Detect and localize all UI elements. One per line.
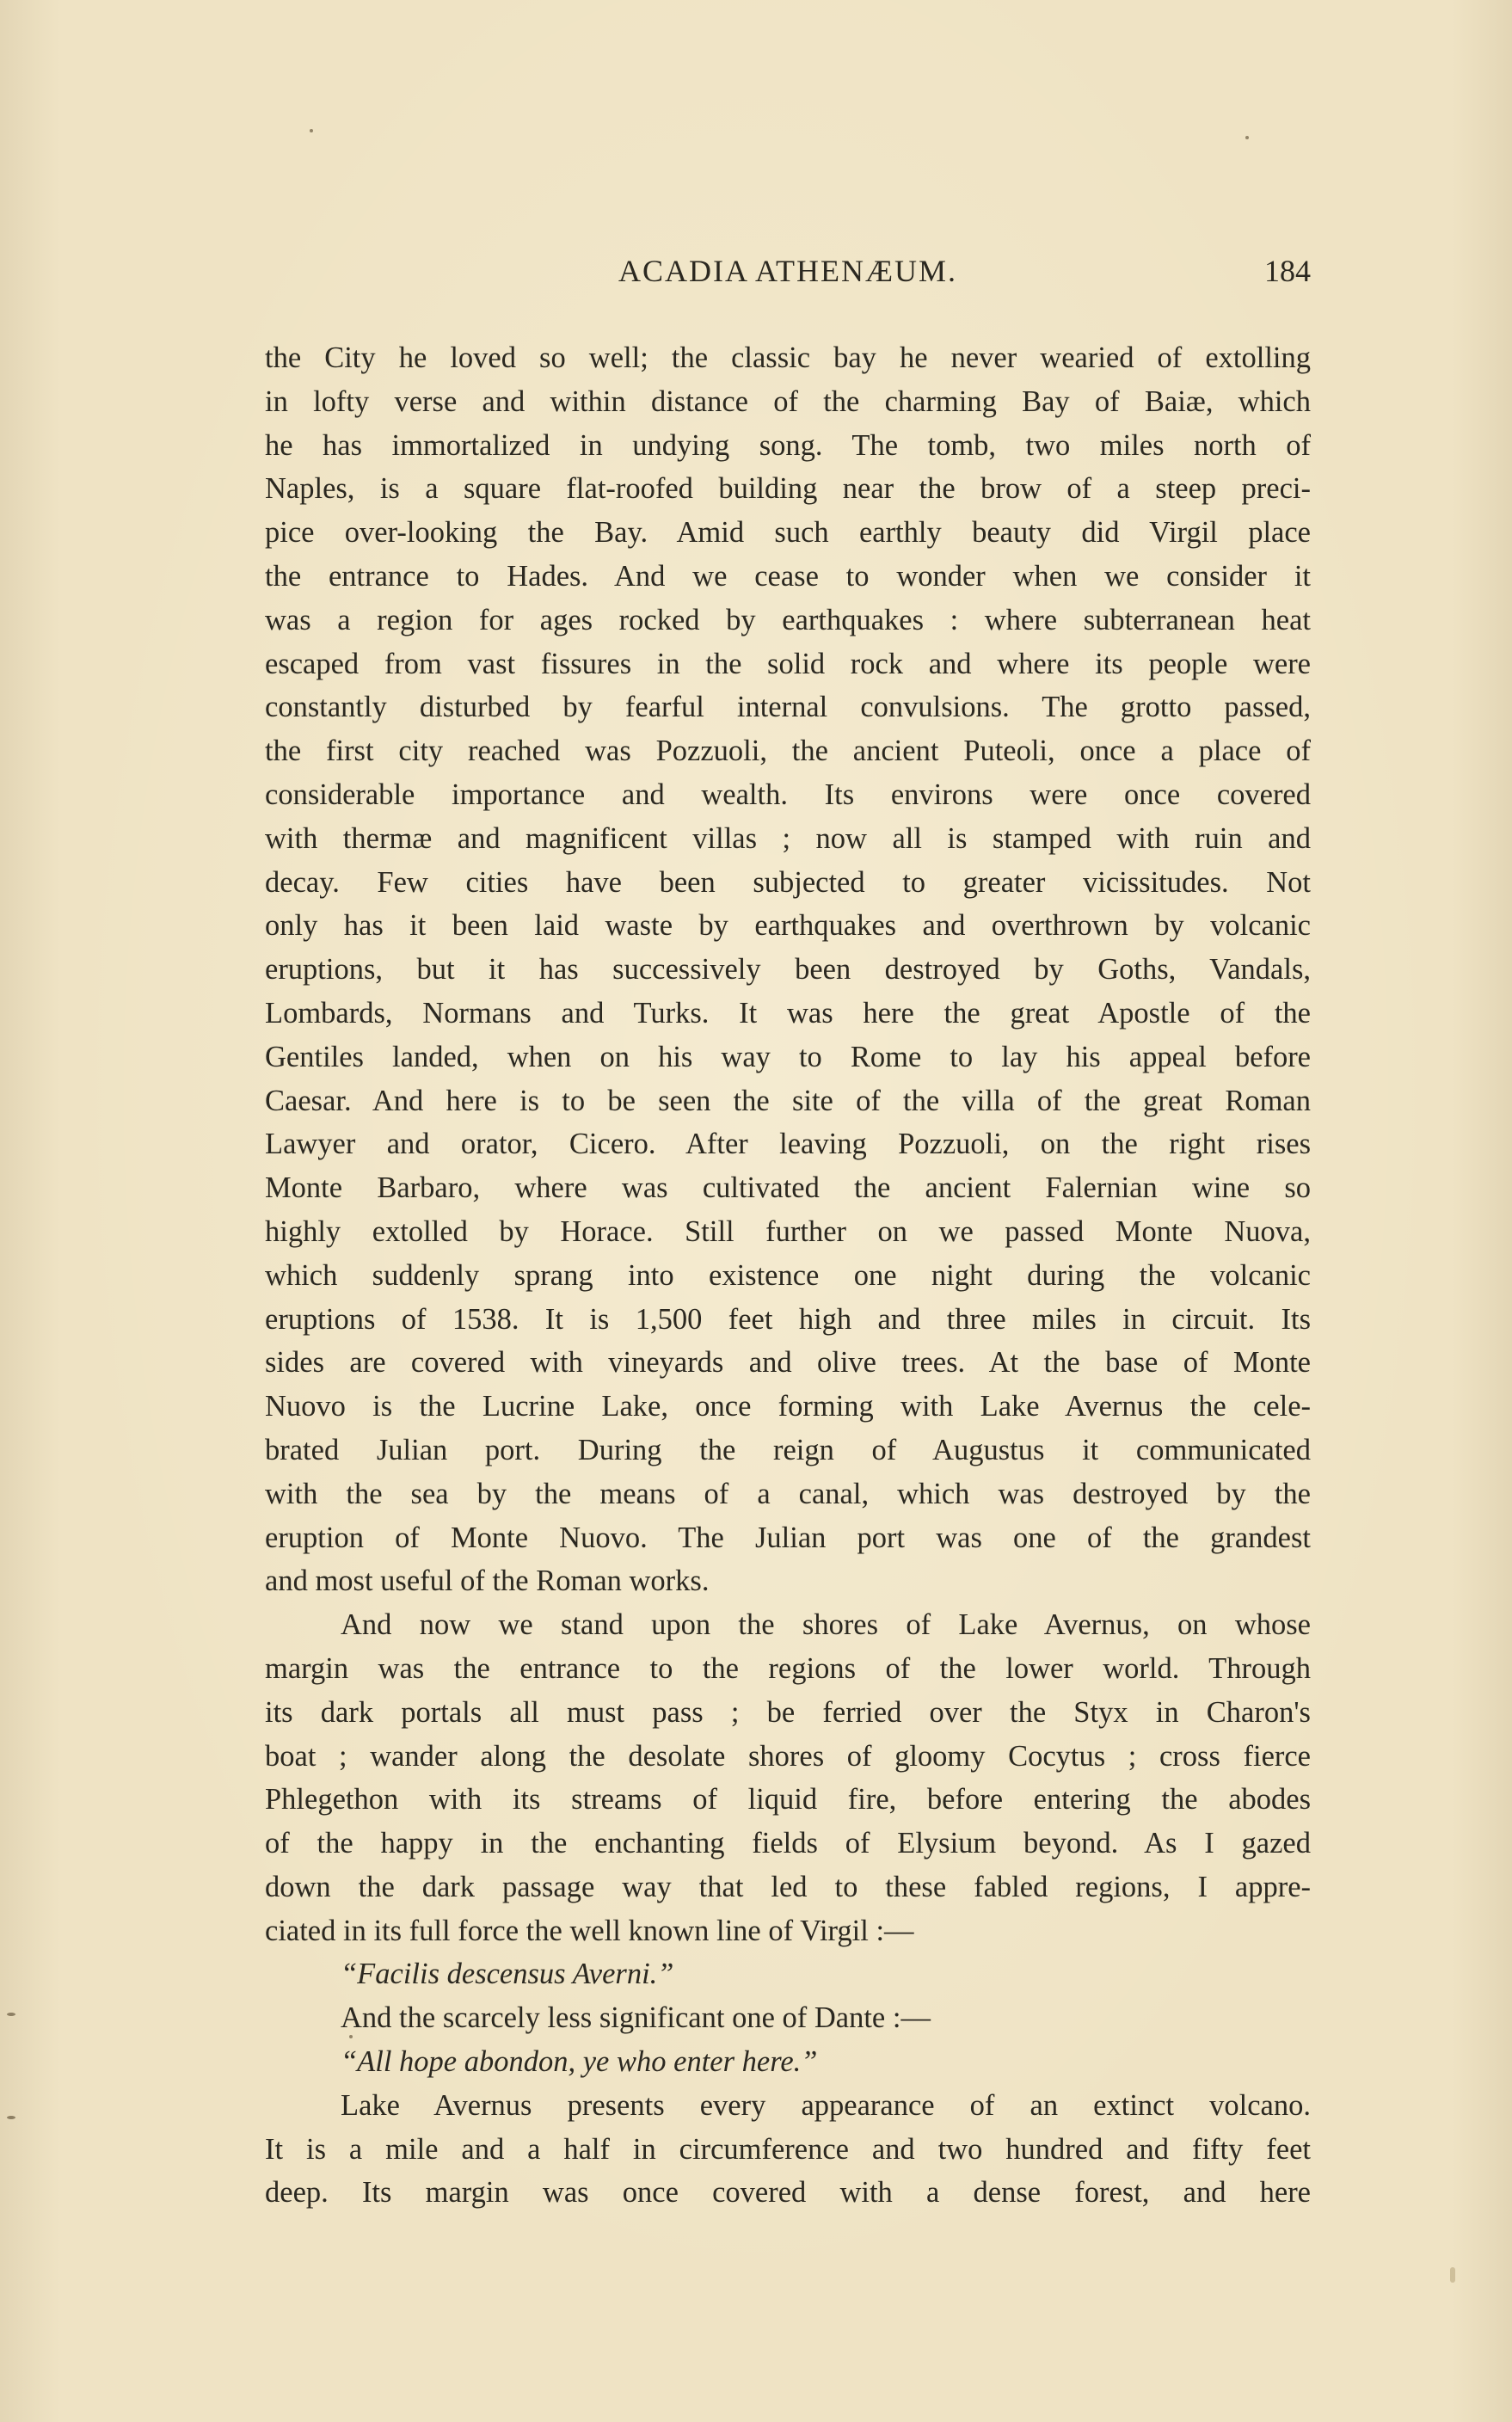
text-line: margin was the entrance to the regions of the lower world. Through [265,1651,1311,1685]
text-line: the first city reached was Pozzuoli, the ancient Puteoli, once a place of [265,735,1311,768]
paragraph-start-line: And now we stand upon the shores of Lake Avernus, on whose [341,1608,1311,1642]
paragraph-end-line: ciated in its full force the well known line of Virgil :— [265,1914,914,1947]
text-line: the entrance to Hades. And we cease to wonder when we consider it [265,559,1311,593]
dante-intro-line: And the scarcely less significant one of Dante :— [341,2001,931,2035]
text-line: highly extolled by Horace. Still further on we passed Monte Nuova, [265,1214,1311,1248]
scan-speck [349,2035,353,2038]
text-line: he has immortalized in undying song. The tomb, two miles north of [265,428,1311,462]
text-line: Monte Barbaro, where was cultivated the ancient Falernian wine so [265,1171,1311,1205]
paragraph-end-line: and most useful of the Roman works. [265,1564,710,1598]
scan-speck [310,129,313,132]
text-line: with the sea by the means of a canal, which was destroyed by the [265,1477,1311,1510]
text-line: Nuovo is the Lucrine Lake, once forming with Lake Avernus the cele- [265,1390,1311,1423]
text-line: deep. Its margin was once covered with a dense forest, and here [265,2176,1311,2210]
virgil-quote [265,1952,1311,1996]
scan-speck [1450,2267,1455,2283]
scan-speck [7,2116,15,2119]
dante-quote-text: “All hope abondon, ye who enter here.” [341,2045,818,2079]
text-line: with thermæ and magnificent villas ; now all is stamped with ruin and [265,821,1311,855]
text-line: Caesar. And here is to be seen the site of the villa of the great Roman [265,1084,1311,1117]
page-number: 184 [1264,254,1311,288]
text-line: decay. Few cities have been subjected to greater vicissitudes. Not [265,865,1311,899]
text-line: constantly disturbed by fearful internal convulsions. The grotto passed, [265,691,1311,724]
scan-speck [1245,136,1249,139]
text-line: of the happy in the enchanting fields of Elysium beyond. As I gazed [265,1827,1311,1860]
text-line: Naples, is a square flat-roofed building near the brow of a steep preci- [265,472,1311,506]
text-line: was a region for ages rocked by earthquakes : where subterranean heat [265,603,1311,636]
text-line: pice over-looking the Bay. Amid such earthly beauty did Virgil place [265,516,1311,550]
virgil-quote-text: “Facilis descensus Averni.” [341,1958,674,1991]
dante-quote [265,2040,1311,2084]
text-line: sides are covered with vineyards and olive trees. At the base of Monte [265,1346,1311,1380]
page-header [265,247,1311,295]
text-line: boat ; wander along the desolate shores of gloomy Cocytus ; cross fierce [265,1739,1311,1773]
text-line: Gentiles landed, when on his way to Rome to lay his appeal before [265,1040,1311,1073]
text-line: eruptions of 1538. It is 1,500 feet high and three miles in circuit. Its [265,1302,1311,1336]
text-line: Lombards, Normans and Turks. It was here the great Apostle of the [265,996,1311,1030]
text-line: its dark portals all must pass ; be ferried over the Styx in Charon's [265,1695,1311,1729]
text-line: It is a mile and a half in circumference and two hundred and fifty feet [265,2132,1311,2166]
paragraph-start-line: Lake Avernus presents every appearance of an extinct volcano. [341,2088,1311,2122]
text-line: down the dark passage way that led to these fabled regions, I appre- [265,1870,1311,1903]
scan-speck [7,2013,15,2016]
text-line: considerable importance and wealth. Its environs were once covered [265,778,1311,811]
text-line: Lawyer and orator, Cicero. After leaving Pozzuoli, on the right rises [265,1128,1311,1161]
text-line: the City he loved so well; the classic bay he never wearied of extolling [265,341,1311,374]
text-line: eruptions, but it has successively been destroyed by Goths, Vandals, [265,953,1311,987]
text-line: in lofty verse and within distance of the charming Bay of Baiæ, which [265,384,1311,418]
body-text [265,336,1311,2215]
text-line: only has it been laid waste by earthquakes and overthrown by volcanic [265,909,1311,943]
text-line: eruption of Monte Nuovo. The Julian port was one of the grandest [265,1521,1311,1554]
text-line: escaped from vast fissures in the solid rock and where its people were [265,647,1311,680]
text-line: which suddenly sprang into existence one night during the volcanic [265,1258,1311,1292]
text-line: brated Julian port. During the reign of Augustus it communicated [265,1433,1311,1466]
text-line: Phlegethon with its streams of liquid fire, before entering the abodes [265,1783,1311,1816]
running-title: ACADIA ATHENÆUM. [618,254,958,288]
